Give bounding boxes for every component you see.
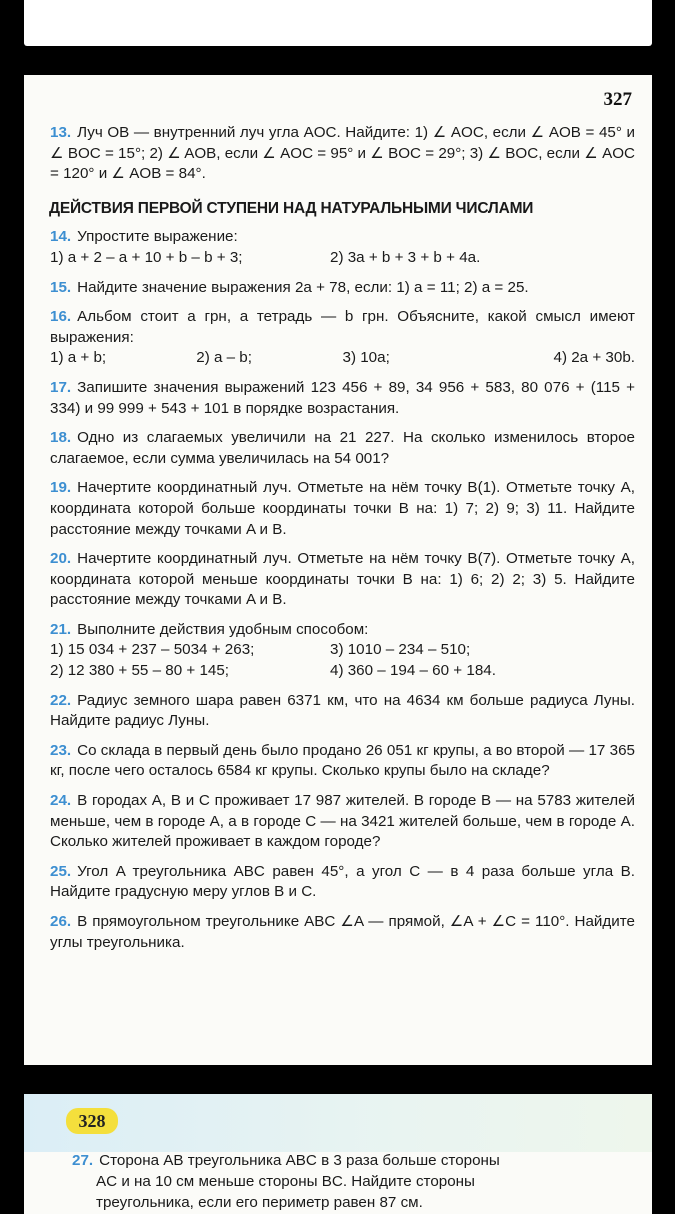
task-number: 23. [50, 741, 72, 759]
task-text: Начертите координатный луч. Отметьте на нём точку B(7). Отметьте точку A, координата которой меньше координаты точки B на: 1) 6; 2) 2; 3) 5. Найдите расстояние между точками A и B. [50, 550, 635, 609]
task-option: 1) 15 034 + 237 – 5034 + 263; [50, 641, 255, 659]
task-27-line: AC и на 10 см меньше стороны BC. Найдите стороны [96, 1173, 475, 1190]
task-15 [50, 278, 635, 299]
textbook-page-327 [24, 75, 652, 1065]
page-content [72, 1150, 652, 1213]
task-16 [50, 307, 635, 369]
task-option: 4) 2a + 30b. [553, 349, 635, 367]
task-text: Угол A треугольника ABC равен 45°, а угол C — в 4 раза больше угла B. Найдите градусную меру углов B и C. [50, 862, 635, 901]
task-number: 25. [50, 862, 72, 880]
task-option: 1) a + 2 – a + 10 + b – b + 3; [50, 248, 243, 266]
task-number: 20. [50, 550, 72, 568]
task-text: Со склада в первый день было продано 26 051 кг крупы, а во второй — 17 365 кг, после чего осталось 6584 кг крупы. Сколько крупы было на складе? [50, 741, 635, 780]
task-24 [50, 791, 635, 853]
task-number: 24. [50, 792, 72, 810]
task-text: Запишите значения выражений 123 456 + 89, 34 956 + 583, 80 076 + (115 + 334) и 99 999 + 543 + 101 в порядке возрастания. [50, 378, 635, 417]
task-option: 3) 10a; [342, 349, 390, 367]
task-17 [50, 378, 635, 419]
task-25 [50, 862, 635, 903]
task-text: В прямоугольном треугольнике ABC ∠A — прямой, ∠A + ∠C = 110°. Найдите углы треугольника. [50, 913, 635, 951]
task-26 [50, 912, 635, 953]
task-number: 13. [50, 124, 72, 141]
task-number: 27. [72, 1152, 94, 1169]
task-18 [50, 428, 635, 469]
task-number: 19. [50, 479, 72, 497]
task-text: Сторона AB треугольника ABC в 3 раза больше стороны [99, 1152, 500, 1169]
task-number: 21. [50, 620, 72, 638]
task-23 [50, 741, 635, 782]
task-number: 26. [50, 913, 72, 930]
section-heading: ДЕЙСТВИЯ ПЕРВОЙ СТУПЕНИ НАД НАТУРАЛЬНЫМИ ЧИСЛАМИ [49, 199, 534, 217]
task-27-line [72, 1150, 652, 1171]
task-14 [50, 227, 635, 268]
task-option: 2) 12 380 + 55 – 80 + 145; [50, 662, 230, 680]
previous-card [24, 0, 652, 46]
task-21 [50, 620, 635, 682]
textbook-page-328 [24, 1094, 652, 1214]
task-27-line: треугольника, если его периметр равен 87 см. [96, 1194, 423, 1211]
page-number-badge: 328 [66, 1108, 118, 1134]
task-20 [50, 549, 635, 611]
task-option: 2) a – b; [196, 349, 252, 367]
task-option: 3) 1010 – 234 – 510; [330, 641, 471, 659]
task-number: 17. [50, 378, 72, 396]
page-header-stripe [24, 1094, 652, 1152]
task-option: 1) a + b; [50, 349, 107, 367]
task-number: 18. [50, 429, 72, 447]
task-22 [50, 691, 635, 732]
task-option: 4) 360 – 194 – 60 + 184. [330, 662, 496, 680]
task-13 [50, 123, 635, 185]
task-text: Альбом стоит a грн, а тетрадь — b грн. Объясните, какой смысл имеют выражения: [50, 308, 635, 346]
task-text: Луч OB — внутренний луч угла AOC. Найдите: 1) ∠ AOC, если ∠ AOB = 45° и ∠ BOC = 15°; 2) ∠ AOB, если ∠ AOC = 95° и ∠ BOC = 29°; 3) ∠ BOC, если ∠ AOC = 120° и ∠ AOB = 84°. [50, 124, 635, 183]
task-number: 15. [50, 278, 72, 296]
task-text: Выполните действия удобным способом: [77, 620, 369, 638]
task-option: 2) 3a + b + 3 + b + 4a. [330, 248, 481, 266]
task-number: 22. [50, 691, 72, 709]
task-19 [50, 478, 635, 540]
page-number: 327 [603, 89, 632, 110]
page-content [50, 123, 635, 962]
task-number: 16. [50, 308, 72, 326]
task-text: Одно из слагаемых увеличили на 21 227. На сколько изменилось второе слагаемое, если сумма увеличилась на 54 001? [50, 429, 635, 467]
task-text: Упростите выражение: [77, 228, 238, 246]
task-number: 14. [50, 228, 72, 246]
task-text: Начертите координатный луч. Отметьте на нём точку B(1). Отметьте точку A, координата которой больше координаты точки B на: 1) 7; 2) 9; 3) 11. Найдите расстояние между точками A и B. [50, 479, 635, 538]
task-text: Найдите значение выражения 2a + 78, если: 1) a = 11; 2) a = 25. [77, 278, 529, 296]
task-text: В городах A, B и C проживает 17 987 жителей. В городе B — на 5783 жителей меньше, чем в городе A, а в городе C — на 3421 жителей больше, чем в городе A. Сколько жителей проживает в каждом городе? [50, 792, 635, 851]
task-text: Радиус земного шара равен 6371 км, что на 4634 км больше радиуса Луны. Найдите радиус Луны. [50, 691, 635, 730]
